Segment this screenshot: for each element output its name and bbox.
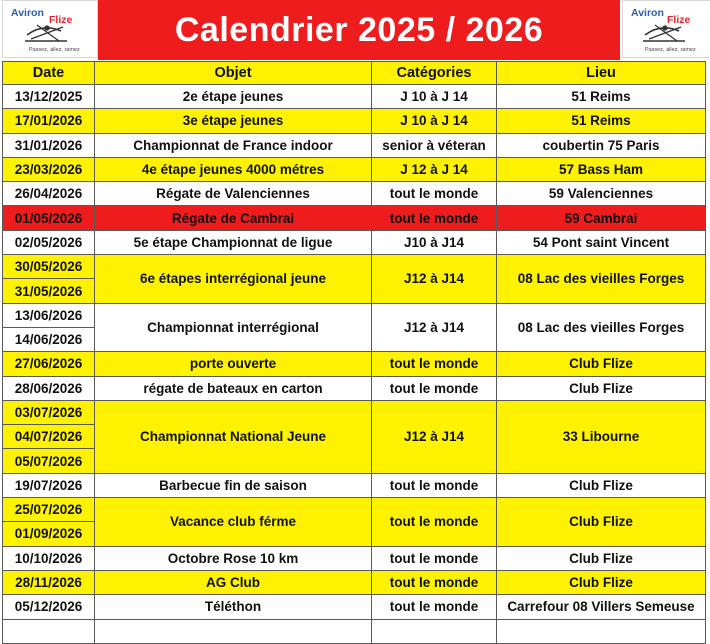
cell-categories: J12 à J14 <box>372 255 497 304</box>
cell-date: 03/07/2026 <box>3 400 95 424</box>
rowing-logo-icon <box>3 1 97 57</box>
header <box>0 0 710 60</box>
cell-lieu: 59 Valenciennes <box>497 182 706 206</box>
cell-lieu: Club Flize <box>497 546 706 570</box>
logo-word-aviron: Aviron <box>631 7 664 19</box>
cell-lieu: 51 Reims <box>497 85 706 109</box>
cell-date: 25/07/2026 <box>3 498 95 522</box>
cell-objet: Octobre Rose 10 km <box>95 546 372 570</box>
cell-date: 19/07/2026 <box>3 473 95 497</box>
cell-categories: J10 à J14 <box>372 230 497 254</box>
cell-objet: Téléthon <box>95 595 372 619</box>
table-row <box>3 255 706 279</box>
cell-objet: Régate de Valenciennes <box>95 182 372 206</box>
cell-objet: AG Club <box>95 570 372 594</box>
cell-date: 04/07/2026 <box>3 425 95 449</box>
cell-objet: 6e étapes interrégional jeune <box>95 255 372 304</box>
cell-date: 14/06/2026 <box>3 327 95 351</box>
cell-categories: tout le monde <box>372 352 497 376</box>
cell-lieu: 08 Lac des vieilles Forges <box>497 255 706 304</box>
club-logo-right <box>622 0 710 58</box>
cell-objet: Championnat de France indoor <box>95 133 372 157</box>
table-row <box>3 546 706 570</box>
table-row <box>3 473 706 497</box>
calendar-body <box>3 85 706 644</box>
table-row <box>3 182 706 206</box>
cell-date: 05/12/2026 <box>3 595 95 619</box>
cell-categories <box>372 619 497 643</box>
cell-lieu: Club Flize <box>497 473 706 497</box>
cell-lieu: Club Flize <box>497 570 706 594</box>
cell-date: 26/04/2026 <box>3 182 95 206</box>
cell-objet: 3e étape jeunes <box>95 109 372 133</box>
cell-categories: J12 à J14 <box>372 303 497 352</box>
logo-word-flize: Flize <box>49 14 73 26</box>
cell-date: 23/03/2026 <box>3 157 95 181</box>
table-row <box>3 400 706 424</box>
cell-date: 31/05/2026 <box>3 279 95 303</box>
cell-date: 01/05/2026 <box>3 206 95 230</box>
table-row <box>3 570 706 594</box>
page-title: Calendrier 2025 / 2026 <box>174 10 544 49</box>
table-row <box>3 206 706 230</box>
table-row <box>3 85 706 109</box>
cell-lieu: Club Flize <box>497 498 706 547</box>
cell-categories: senior à véteran <box>372 133 497 157</box>
logo-tagline: Passez, allez, ramez <box>645 47 696 53</box>
logo-tagline: Passez, allez, ramez <box>29 47 80 53</box>
cell-date: 28/06/2026 <box>3 376 95 400</box>
table-row <box>3 352 706 376</box>
column-header-objet: Objet <box>95 62 372 85</box>
cell-categories: J 12 à J 14 <box>372 157 497 181</box>
cell-lieu: Club Flize <box>497 376 706 400</box>
cell-objet: porte ouverte <box>95 352 372 376</box>
table-row <box>3 230 706 254</box>
logo-word-flize: Flize <box>667 14 691 26</box>
cell-lieu: 57 Bass Ham <box>497 157 706 181</box>
cell-categories: J 10 à J 14 <box>372 109 497 133</box>
cell-objet: 5e étape Championnat de ligue <box>95 230 372 254</box>
cell-date: 31/01/2026 <box>3 133 95 157</box>
cell-lieu: 54 Pont saint Vincent <box>497 230 706 254</box>
cell-categories: tout le monde <box>372 570 497 594</box>
table-row <box>3 133 706 157</box>
cell-lieu: 51 Reims <box>497 109 706 133</box>
cell-categories: tout le monde <box>372 376 497 400</box>
cell-objet: Championnat interrégional <box>95 303 372 352</box>
logo-word-aviron: Aviron <box>11 7 44 19</box>
cell-categories: tout le monde <box>372 498 497 547</box>
cell-categories: tout le monde <box>372 182 497 206</box>
column-header-categories: Catégories <box>372 62 497 85</box>
title-bar <box>98 0 620 60</box>
table-header-row <box>3 62 706 85</box>
column-header-lieu: Lieu <box>497 62 706 85</box>
cell-date: 01/09/2026 <box>3 522 95 546</box>
cell-date: 13/12/2025 <box>3 85 95 109</box>
table-row <box>3 376 706 400</box>
cell-lieu: 08 Lac des vieilles Forges <box>497 303 706 352</box>
cell-objet: régate de bateaux en carton <box>95 376 372 400</box>
table-row <box>3 303 706 327</box>
cell-lieu: 59 Cambrai <box>497 206 706 230</box>
club-logo-left <box>2 0 98 58</box>
table-row <box>3 157 706 181</box>
cell-objet: Barbecue fin de saison <box>95 473 372 497</box>
cell-lieu: Carrefour 08 Villers Semeuse <box>497 595 706 619</box>
cell-lieu: coubertin 75 Paris <box>497 133 706 157</box>
cell-lieu: 33 Libourne <box>497 400 706 473</box>
cell-objet: 2e étape jeunes <box>95 85 372 109</box>
cell-lieu: Club Flize <box>497 352 706 376</box>
cell-date: 10/10/2026 <box>3 546 95 570</box>
calendar-table <box>2 61 706 644</box>
column-header-date: Date <box>3 62 95 85</box>
cell-date: 30/05/2026 <box>3 255 95 279</box>
cell-date <box>3 619 95 643</box>
cell-date: 02/05/2026 <box>3 230 95 254</box>
cell-categories: tout le monde <box>372 595 497 619</box>
cell-objet: Régate de Cambrai <box>95 206 372 230</box>
cell-categories: J 10 à J 14 <box>372 85 497 109</box>
cell-date: 13/06/2026 <box>3 303 95 327</box>
cell-date: 17/01/2026 <box>3 109 95 133</box>
table-row <box>3 619 706 643</box>
rowing-logo-icon <box>623 1 709 57</box>
cell-objet <box>95 619 372 643</box>
table-row <box>3 109 706 133</box>
cell-categories: tout le monde <box>372 473 497 497</box>
cell-date: 05/07/2026 <box>3 449 95 473</box>
table-row <box>3 595 706 619</box>
cell-objet: Vacance club férme <box>95 498 372 547</box>
cell-categories: tout le monde <box>372 546 497 570</box>
cell-date: 28/11/2026 <box>3 570 95 594</box>
cell-date: 27/06/2026 <box>3 352 95 376</box>
cell-lieu <box>497 619 706 643</box>
cell-objet: Championnat National Jeune <box>95 400 372 473</box>
table-row <box>3 498 706 522</box>
cell-categories: J12 à J14 <box>372 400 497 473</box>
cell-categories: tout le monde <box>372 206 497 230</box>
cell-objet: 4e étape jeunes 4000 métres <box>95 157 372 181</box>
